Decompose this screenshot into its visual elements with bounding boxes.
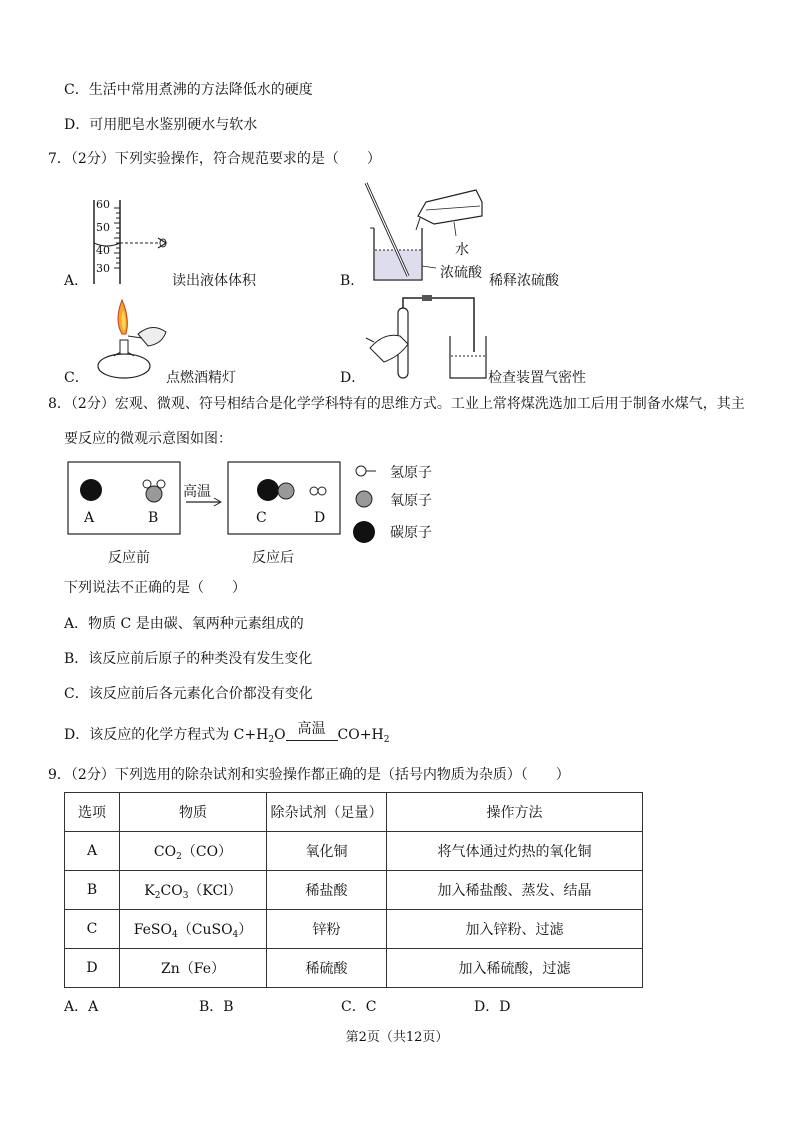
q8-d-mid: O xyxy=(274,727,286,743)
legend-carbon: 碳原子 xyxy=(390,525,432,541)
row-reagent: 稀盐酸 xyxy=(267,871,387,910)
q8-d-condition: 高温 xyxy=(297,721,326,737)
legend-hydrogen: 氢原子 xyxy=(390,465,432,481)
row-method: 加入稀硫酸，过滤 xyxy=(387,949,643,988)
table-header-row xyxy=(65,793,643,832)
q7-b-figure xyxy=(364,180,504,290)
q7-stem: 7．（2分）下列实验操作，符合规范要求的是（ ） xyxy=(48,151,381,167)
row-substance: Zn（Fe） xyxy=(120,949,267,988)
q7-a-caption: 读出液体体积 xyxy=(172,273,256,289)
after-caption: 反应后 xyxy=(252,550,294,566)
label-d: D xyxy=(314,510,326,526)
q7-c-figure xyxy=(92,294,172,384)
row-method: 加入锌粉、过滤 xyxy=(387,910,643,949)
q7-d-caption: 检查装置气密性 xyxy=(488,370,586,386)
row-reagent: 稀硫酸 xyxy=(267,949,387,988)
table-row xyxy=(65,871,643,910)
table-row xyxy=(65,949,643,988)
table-row xyxy=(65,832,643,871)
header-substance: 物质 xyxy=(120,793,267,832)
q9-answer-a: A．A xyxy=(64,999,99,1015)
q7-d-letter: D． xyxy=(340,370,366,386)
arrow-condition: 高温 xyxy=(183,484,211,500)
label-b: B xyxy=(148,510,159,526)
row-option: C xyxy=(65,910,120,949)
q7-a-letter: A． xyxy=(64,273,89,289)
q7-b-caption: 稀释浓硫酸 xyxy=(489,273,559,289)
q9-answer-b: B．B xyxy=(199,999,234,1015)
cylinder-tick-50: 50 xyxy=(96,221,110,234)
q9-answer-c: C．C xyxy=(341,999,377,1015)
row-option: B xyxy=(65,871,120,910)
q9-table xyxy=(64,792,643,988)
row-substance: FeSO$_4$（CuSO$_4$） xyxy=(120,910,267,949)
header-method: 操作方法 xyxy=(387,793,643,832)
row-reagent: 氧化铜 xyxy=(267,832,387,871)
q8-stem-line2: 要反应的微观示意图如图： xyxy=(64,431,232,447)
q8-question: 下列说法不正确的是（ ） xyxy=(64,580,246,596)
q8-d-suffix: CO+H xyxy=(337,727,384,743)
label-c: C xyxy=(256,510,267,526)
q7-c-letter: C． xyxy=(64,370,89,386)
header-reagent: 除杂试剂（足量） xyxy=(267,793,387,832)
row-substance: $CO_2(CO)$ xyxy=(120,832,267,871)
q8-option-a: A．物质 C 是由碳、氧两种元素组成的 xyxy=(64,616,304,632)
q9-stem: 9．（2分）下列选用的除杂试剂和实验操作都正确的是（括号内物质为杂质）（ ） xyxy=(48,767,570,783)
row-method: 将气体通过灼热的氧化铜 xyxy=(387,832,643,871)
q8-option-c: C．该反应前后各元素化合价都没有变化 xyxy=(64,686,313,702)
q8-d-condition-arrow xyxy=(286,721,338,750)
cylinder-tick-30: 30 xyxy=(96,262,110,275)
row-substance: $K_2CO_3(KCl)$ xyxy=(120,871,267,910)
header-option: 选项 xyxy=(65,793,120,832)
page-footer: 第2页（共12页） xyxy=(345,1030,449,1045)
row-reagent: 锌粉 xyxy=(267,910,387,949)
label-a: A xyxy=(84,510,95,526)
q7-c-caption: 点燃酒精灯 xyxy=(166,370,236,386)
q8-d-sub-h2: 2 xyxy=(383,735,390,745)
q6-option-d: D．可用肥皂水鉴别硬水与软水 xyxy=(64,117,258,133)
q7-b-letter: B． xyxy=(340,273,365,289)
q9-answer-d: D．D xyxy=(474,999,511,1015)
before-caption: 反应前 xyxy=(108,550,150,566)
row-option: A xyxy=(65,832,120,871)
table-row xyxy=(65,910,643,949)
cylinder-tick-40: 40 xyxy=(96,244,110,257)
q8-option-d xyxy=(64,721,390,750)
cylinder-tick-60: 60 xyxy=(96,198,110,211)
q8-d-prefix: D．该反应的化学方程式为 C+H xyxy=(64,727,269,743)
q7-b-acid-label: 浓硫酸 xyxy=(440,265,482,281)
q7-b-water-label: 水 xyxy=(455,242,469,258)
row-method: 加入稀盐酸、蒸发、结晶 xyxy=(387,871,643,910)
q7-d-figure xyxy=(364,292,494,382)
row-option: D xyxy=(65,949,120,988)
legend-oxygen: 氧原子 xyxy=(390,493,432,509)
q6-option-c: C．生活中常用煮沸的方法降低水的硬度 xyxy=(64,82,313,98)
q8-d-sub-h2o: 2 xyxy=(268,735,275,745)
q8-stem-line1: 8．（2分）宏观、微观、符号相结合是化学学科特有的思维方式。工业上常将煤洗选加工后用于制备水煤气，其主 xyxy=(48,396,745,412)
q8-option-b: B．该反应前后原子的种类没有发生变化 xyxy=(64,651,313,667)
